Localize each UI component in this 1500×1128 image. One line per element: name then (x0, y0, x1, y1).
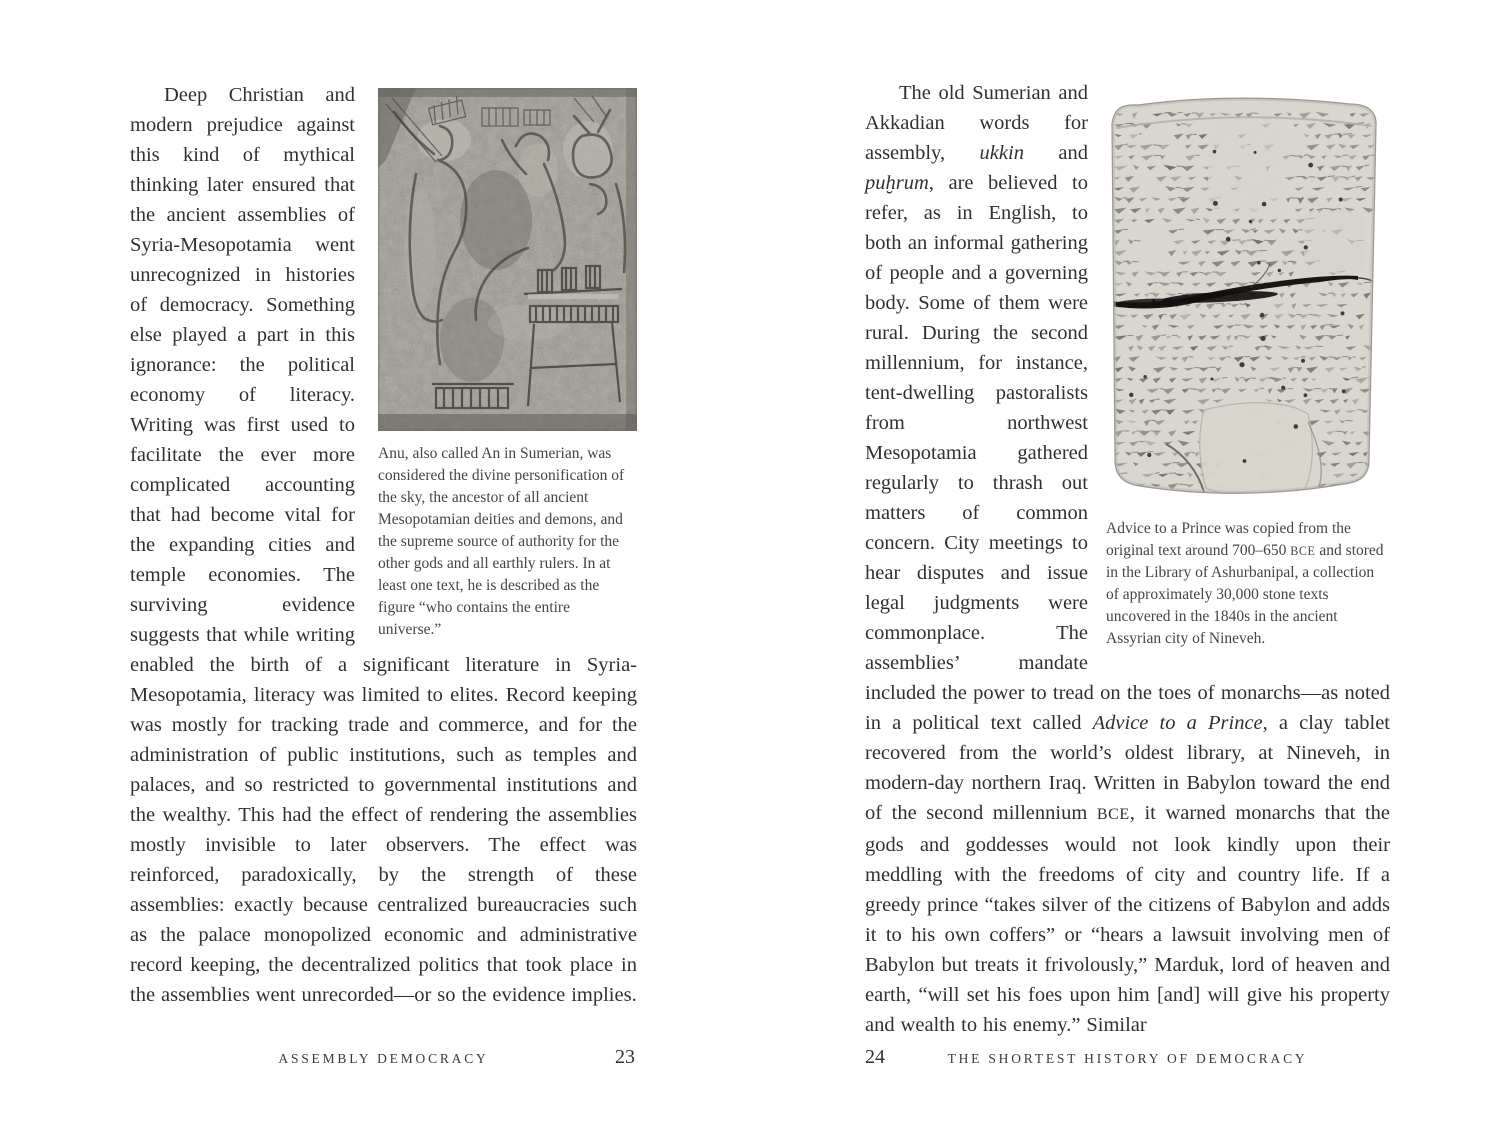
right-figure-caption: Advice to a Prince was copied from the original text around 700–650 BCE and stored in the Library of Ashurbanipal, a collection of approximately 30,000 stone texts uncovered in the 1840s in the ancient Assyrian city of Nineveh. (1106, 520, 1384, 647)
left-body-paragraph (130, 80, 637, 1010)
page-left (130, 0, 637, 1128)
left-paragraph-text: Deep Christian and modern prejudice against this kind of mythical thinking later ensured that the ancient assemblies of Syria-Mesopotamia went unrecognized in histories of democracy. Something else played a part in this ignorance: the political economy of literacy. Writing was first used to facilitate the ever more complicated accounting that had become vital for the expanding cities and temple economies. The surviving evidence suggests that while writing enabled the birth of a significant literature in Syria-Mesopotamia, literacy was limited to elites. Record keeping was mostly for tracking trade and commerce, and for the administration of public institutions, such as temples and palaces, and so restricted to governmental institutions and the wealthy. This had the effect of rendering the assemblies mostly invisible to later observers. The effect was reinforced, paradoxically, by the strength of these assemblies: exactly because centralized bureaucracies such as the palace monopolized economic and administrative record keeping, the decentralized politics that took place in the assemblies went unrecorded—or so the evidence implies. (130, 84, 637, 1006)
right-figure (1100, 92, 1390, 650)
right-footer (865, 1046, 1390, 1076)
tablet-image (1100, 92, 1390, 504)
right-body-paragraph (865, 78, 1390, 1040)
right-paragraph-text: The old Sumerian and Akkadian words for assembly, ukkin and puḫrum, are believed to refer, as in English, to both an informal gathering of people and a governing body. Some of them were rural. During the second millennium, for instance, tent-dwelling pastoralists from northwest Mesopotamia gathered regularly to thrash out matters of common concern. City meetings to hear disputes and issue legal judgments were commonplace. The assemblies’ mandate included the power to tread on the toes of monarchs—as noted in a political text called Advice to a Prince, a clay tablet recovered from the world’s oldest library, at Nineveh, in modern-day northern Iraq. Written in Babylon toward the end of the second millennium BCE, it warned monarchs that the gods and goddesses would not look kindly upon their meddling with the freedoms of city and country life. If a greedy prince “takes silver of the citizens of Babylon and adds it to his own coffers” or “hears a lawsuit involving men of Babylon but treats it frivolously,” Marduk, lord of heaven and earth, “will set his foes upon him [and] will give his property and wealth to his enemy.” Similar (865, 82, 1390, 1036)
right-page-number: 24 (865, 1046, 885, 1068)
left-page-number: 23 (615, 1046, 635, 1068)
left-figure-caption: Anu, also called An in Sumerian, was considered the divine personification of the sky, the ancestor of all ancient Mesopotamian deities and demons, and the supreme source of authority for the other gods and all earthly rulers. In at least one text, he is described as the figure “who contains the entire universe.” (378, 445, 625, 638)
left-footer (130, 1046, 637, 1076)
relief-image (378, 88, 637, 431)
left-figure (378, 88, 637, 641)
right-running-head: THE SHORTEST HISTORY OF DEMOCRACY (947, 1051, 1308, 1066)
page-right (865, 0, 1390, 1128)
left-running-head: ASSEMBLY DEMOCRACY (278, 1051, 489, 1066)
